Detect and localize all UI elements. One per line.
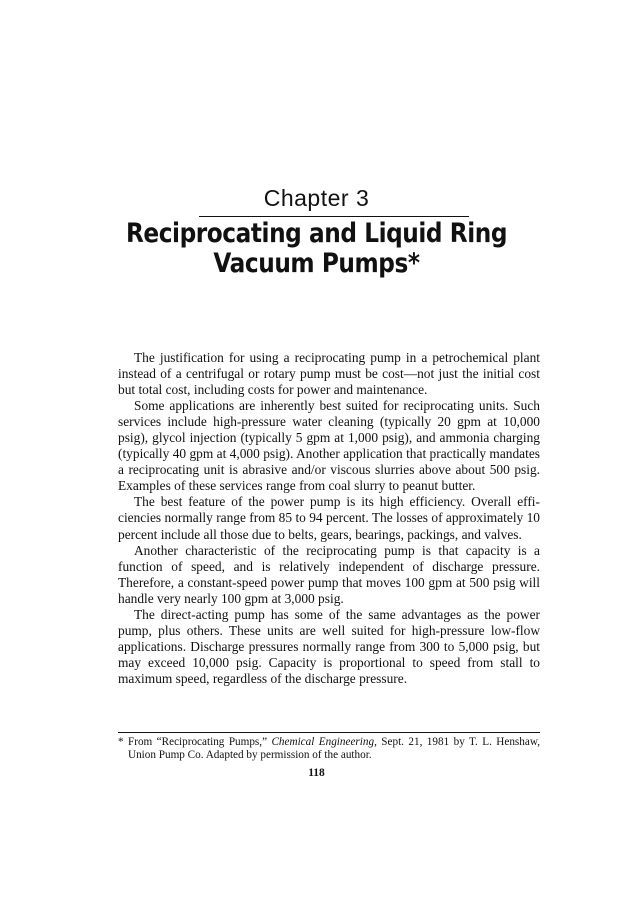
- chapter-title-rule: [199, 216, 469, 217]
- paragraph: Some applications are inherently best suited for reciprocating units. Such services include high-pressure water cleaning (typically 20 gpm at 10,000 psig), glycol injection (typically 5 gpm at 1,000 psig), and ammonia charging (typically 40 gpm at 4,000 psig). Another application that practically mandates a reciprocating unit is abrasive and/or viscous slurries above about 500 psig. Examples of these services range from coal slurry to peanut butter.: [118, 398, 540, 494]
- footnote-rule: [118, 732, 540, 733]
- body-text: [118, 350, 540, 687]
- footnote-prefix: * From “Reciprocating Pumps,”: [118, 736, 272, 748]
- footnote-journal: Chemical Engineering: [271, 736, 375, 748]
- chapter-title: [44, 219, 588, 279]
- paragraph: The direct-acting pump has some of the same advantages as the power pump, plus others. These units are well suited for high-pressure low-flow applications. Discharge pressures normally range from 300 to 5,000 psig, but may exceed 10,000 psig. Capacity is proportional to speed from stall to maximum speed, regardless of the discharge pressure.: [118, 606, 540, 686]
- paragraph: The justification for using a reciprocating pump in a petrochemical plant instead of a centrifugal or rotary pump must be cost—not just the initial cost but total cost, including costs for power and maintenance.: [118, 350, 540, 398]
- paragraph: The best feature of the power pump is its high efficiency. Overall efficiencies normally range from 85 to 94 percent. The losses of approximately 10 percent include all those due to belts, gears, bearings, packings, and valves.: [118, 494, 540, 542]
- paragraph: Another characteristic of the reciprocating pump is that capacity is a function of speed, and is relatively independent of discharge pressure. Therefore, a constant-speed power pump that moves 100 gpm at 500 psig will handle very nearly 100 gpm at 3,000 psig.: [118, 542, 540, 606]
- chapter-label: Chapter 3: [263, 185, 370, 211]
- page-number: 118: [308, 767, 325, 779]
- footnote-suffix: , Sept. 21, 1981 by T. L. Henshaw, Union Pump Co. Adapted by permission of the author.: [128, 736, 540, 761]
- chapter-title-line-2: Vacuum Pumps*: [213, 248, 420, 279]
- chapter-title-line-1: Reciprocating and Liquid Ring: [125, 218, 508, 249]
- footnote: [118, 736, 540, 762]
